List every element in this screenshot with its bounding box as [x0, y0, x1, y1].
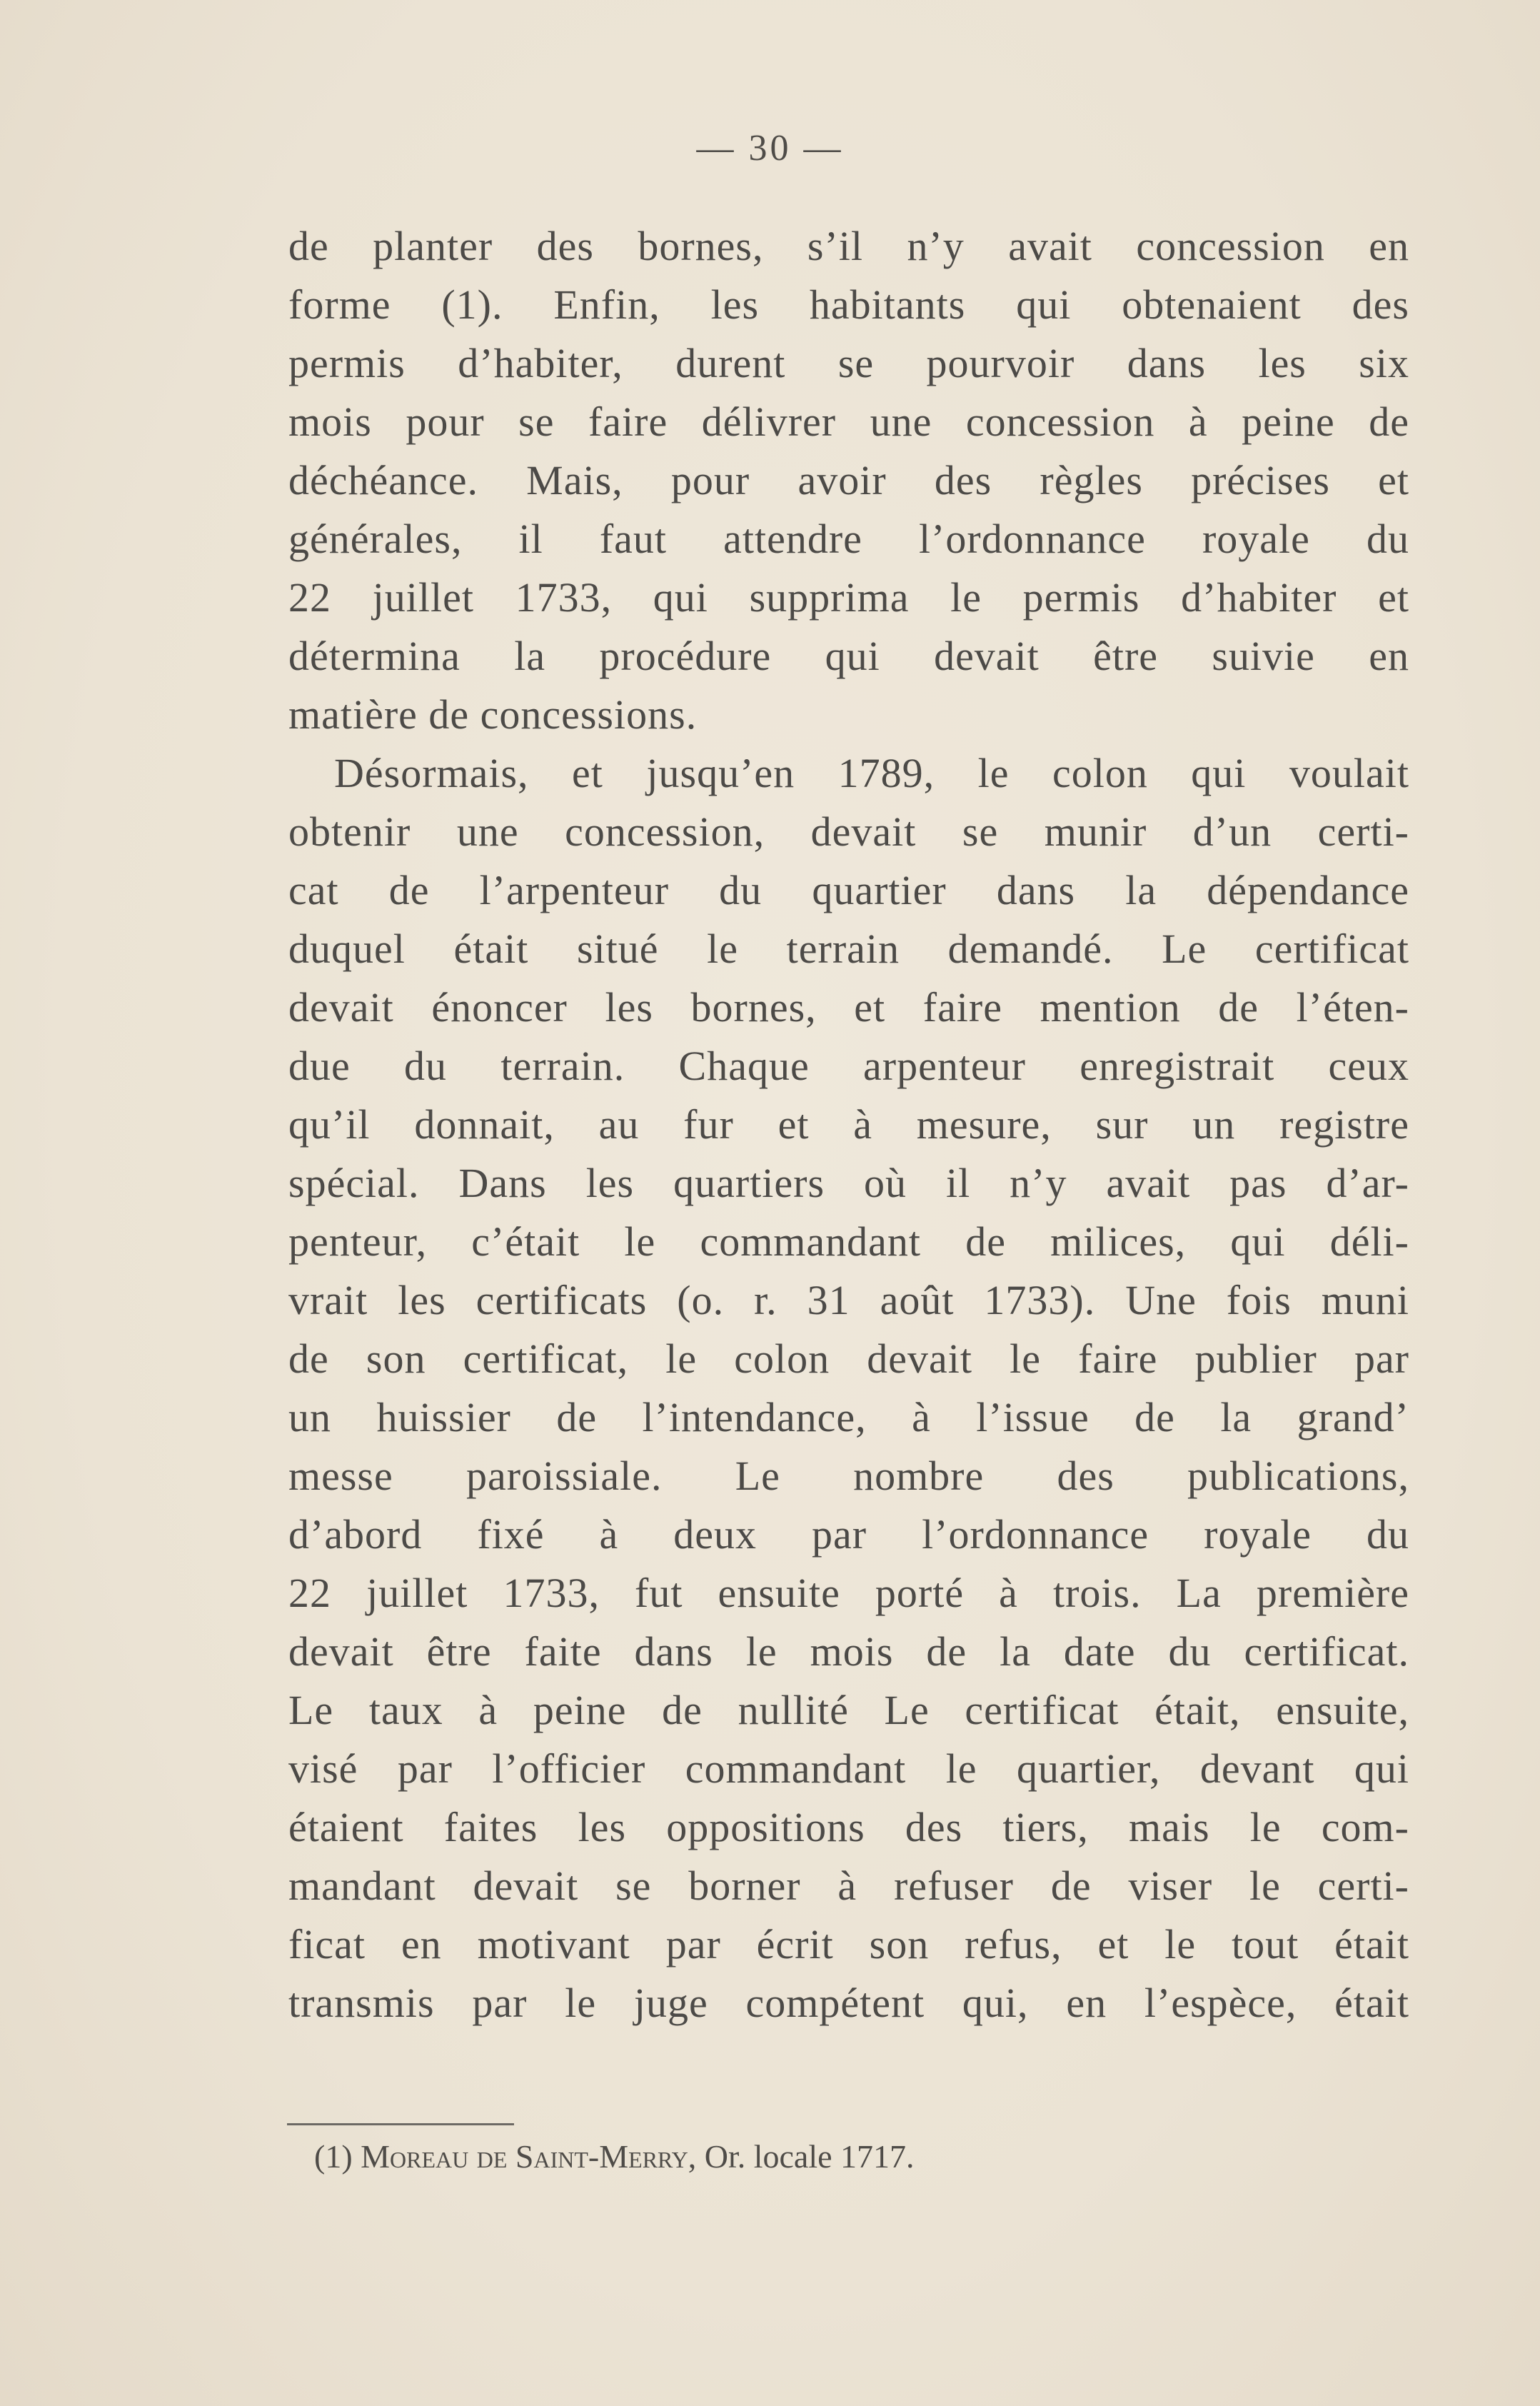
- text-line: 22 juillet 1733, fut ensuite porté à trois. La première: [288, 1570, 1409, 1616]
- text-line: d’abord fixé à deux par l’ordonnance royale du: [288, 1511, 1409, 1558]
- text-line: messe paroissiale. Le nombre des publications,: [288, 1453, 1409, 1499]
- footnote-marker: (1): [314, 2138, 353, 2175]
- text-line: déchéance. Mais, pour avoir des règles précises et: [288, 457, 1409, 503]
- text-line: 22 juillet 1733, qui supprima le permis d’habiter et: [288, 574, 1409, 621]
- text-line: détermina la procédure qui devait être suivie en: [288, 633, 1409, 679]
- text-line: devait être faite dans le mois de la date du certificat.: [288, 1628, 1409, 1675]
- footnote-divider: [287, 2123, 514, 2125]
- text-line: spécial. Dans les quartiers où il n’y avait pas d’ar-: [288, 1160, 1409, 1206]
- text-line: due du terrain. Chaque arpenteur enregistrait ceux: [288, 1043, 1409, 1089]
- footnote-author: Moreau de Saint-Merry: [361, 2138, 688, 2175]
- text-line: de planter des bornes, s’il n’y avait concession en: [288, 223, 1409, 269]
- text-line: visé par l’officier commandant le quartier, devant qui: [288, 1745, 1409, 1792]
- text-line: Le taux à peine de nullité Le certificat était, ensuite,: [288, 1687, 1409, 1733]
- paragraph-1: [288, 217, 1409, 744]
- text-line: étaient faites les oppositions des tiers, mais le com-: [288, 1804, 1409, 1850]
- text-line: matière de concessions.: [288, 691, 698, 738]
- text-line: penteur, c’était le commandant de milices, qui déli-: [288, 1218, 1409, 1265]
- text-line: ficat en motivant par écrit son refus, et le tout était: [288, 1921, 1409, 1968]
- text-line: permis d’habiter, durent se pourvoir dans les six: [288, 340, 1409, 386]
- text-line: duquel était situé le terrain demandé. Le certificat: [288, 926, 1409, 972]
- page-number: — 30 —: [696, 128, 844, 169]
- text-line: devait énoncer les bornes, et faire mention de l’éten-: [288, 984, 1409, 1031]
- text-line: obtenir une concession, devait se munir d’un certi-: [288, 808, 1409, 855]
- footnote-reference: , Or. locale 1717.: [688, 2138, 915, 2175]
- paragraph-2: [288, 744, 1409, 2032]
- text-line: mois pour se faire délivrer une concession à peine de: [288, 399, 1409, 445]
- text-line: vrait les certificats (o. r. 31 août 1733). Une fois muni: [288, 1277, 1409, 1323]
- body-text: [288, 217, 1409, 2032]
- text-line: transmis par le juge compétent qui, en l’espèce, était: [288, 1980, 1409, 2026]
- text-line: cat de l’arpenteur du quartier dans la dépendance: [288, 867, 1409, 913]
- text-line: de son certificat, le colon devait le faire publier par: [288, 1335, 1409, 1382]
- text-line: forme (1). Enfin, les habitants qui obtenaient des: [288, 281, 1409, 328]
- text-line: Désormais, et jusqu’en 1789, le colon qui voulait: [334, 750, 1409, 796]
- footnote: [314, 2135, 915, 2178]
- text-line: qu’il donnait, au fur et à mesure, sur un registre: [288, 1101, 1409, 1148]
- text-line: mandant devait se borner à refuser de viser le certi-: [288, 1863, 1409, 1909]
- text-line: un huissier de l’intendance, à l’issue de la grand’: [288, 1394, 1409, 1440]
- text-line: générales, il faut attendre l’ordonnance royale du: [288, 516, 1409, 562]
